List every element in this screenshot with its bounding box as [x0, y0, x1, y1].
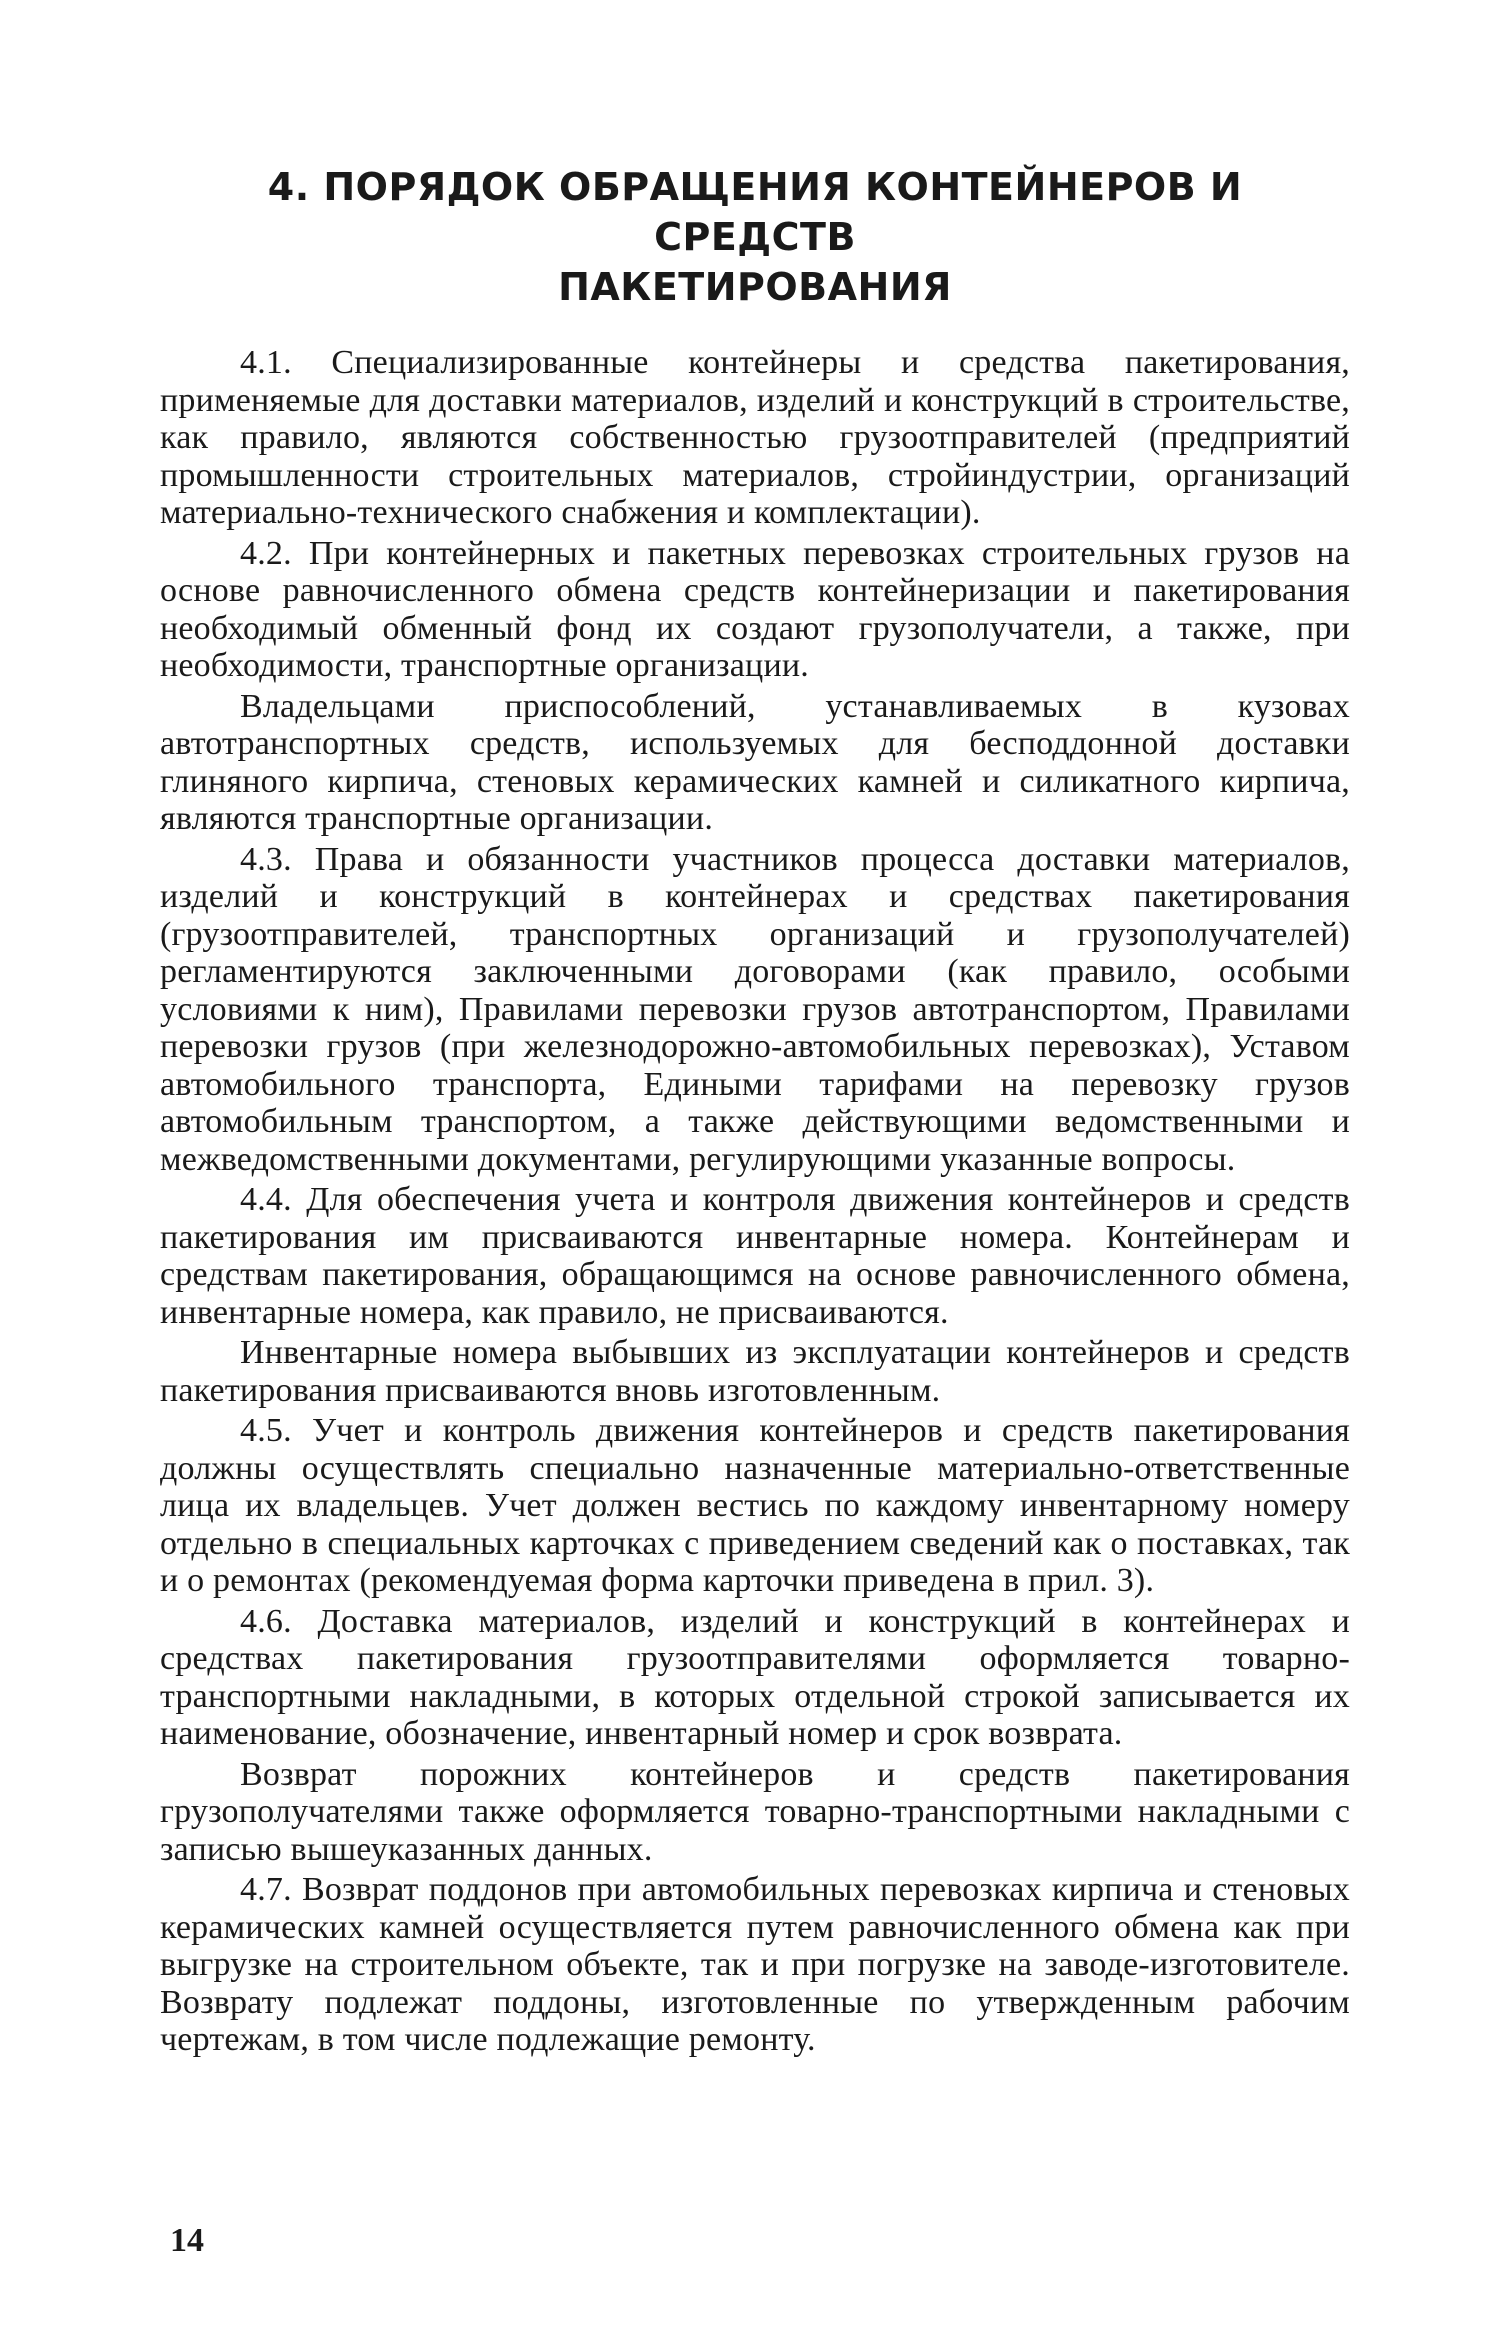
paragraph-number: 4.7.	[240, 1871, 292, 1908]
paragraph-text: Специализированные контейнеры и средства пакетирования, применяемые для доставки материалов, изделий и конструкций в строительстве, как правило, являются собственностью грузоотправителей (предприятий промышленности строительных материалов, стройиндустрии, организаций материально-технического снабжения и комплектации).	[160, 344, 1350, 531]
section-heading-line-2: ПАКЕТИРОВАНИЯ	[558, 265, 952, 309]
paragraph-text: При контейнерных и пакетных перевозках строительных грузов на основе равночисленного обмена средств контейнеризации и пакетирования необходимый обменный фонд их создают грузополучатели, а также, при необходимости, транспортные организации.	[160, 534, 1350, 684]
paragraph-text: Доставка материалов, изделий и конструкций в контейнерах и средствах пакетирования грузоотправителями оформляется товарно-транспортными накладными, в которых отдельной строкой записывается их наименование, обозначение, инвентарный номер и срок возврата.	[160, 1602, 1350, 1752]
paragraph-4-6-return	[160, 1756, 1350, 1869]
paragraph-4-1	[160, 344, 1350, 532]
paragraph-4-2-owners	[160, 688, 1350, 838]
paragraph-number: 4.5.	[240, 1412, 292, 1449]
document-page	[160, 150, 1350, 2300]
paragraph-number: 4.6.	[240, 1602, 292, 1640]
paragraph-number: 4.2.	[240, 534, 292, 572]
section-heading-line-1: 4. ПОРЯДОК ОБРАЩЕНИЯ КОНТЕЙНЕРОВ И СРЕДСТВ	[267, 165, 1243, 259]
paragraph-4-7	[160, 1871, 1350, 2059]
paragraph-number: 4.1.	[240, 344, 292, 381]
paragraph-number: 4.3.	[240, 840, 292, 878]
paragraph-4-6	[160, 1603, 1350, 1753]
paragraph-4-4-inventory	[160, 1334, 1350, 1409]
paragraph-text: Возврат поддонов при автомобильных перевозках кирпича и стеновых керамических камней осуществляется путем равночисленного обмена как при выгрузке на строительном объекте, так и при погрузке на заводе-изготовителе. Возврату подлежат поддоны, изготовленные по утвержденным рабочим чертежам, в том числе подлежащие ремонту.	[160, 1871, 1350, 2058]
page-number: 14	[170, 2222, 204, 2259]
paragraph-4-5	[160, 1412, 1350, 1600]
paragraph-text: Возврат порожних контейнеров и средств пакетирования грузополучателями также оформляется товарно-транспортными накладными с записью вышеуказанных данных.	[160, 1755, 1350, 1868]
paragraph-4-4	[160, 1181, 1350, 1331]
paragraph-text: Учет и контроль движения контейнеров и средств пакетирования должны осуществлять специально назначенные материально-ответственные лица их владельцев. Учет должен вестись по каждому инвентарному номеру отдельно в специальных карточках с приведением сведений как о поставках, так и о ремонтах (рекомендуемая форма карточки приведена в прил. 3).	[160, 1412, 1350, 1599]
paragraph-text: Владельцами приспособлений, устанавливаемых в кузовах автотранспортных средств, используемых для бесподдонной доставки глиняного кирпича, стеновых керамических камней и силикатного кирпича, являются транспортные организации.	[160, 687, 1350, 837]
body-text	[160, 344, 1350, 2059]
paragraph-text: Для обеспечения учета и контроля движения контейнеров и средств пакетирования им присваиваются инвентарные номера. Контейнерам и средствам пакетирования, обращающимся на основе равночисленного обмена, инвентарные номера, как правило, не присваиваются.	[160, 1181, 1350, 1331]
paragraph-text: Права и обязанности участников процесса доставки материалов, изделий и конструкций в контейнерах и средствах пакетирования (грузоотправителей, транспортных организаций и грузополучателей) регламентируются заключенными договорами (как правило, особыми условиями к ним), Правилами перевозки грузов автотранспортом, Правилами перевозки грузов (при железнодорожно-автомобильных перевозках), Уставом автомобильного транспорта, Едиными тарифами на перевозку грузов автомобильным транспортом, а также действующими ведомственными и межведомственными документами, регулирующими указанные вопросы.	[160, 840, 1350, 1178]
paragraph-4-2	[160, 535, 1350, 685]
paragraph-4-3	[160, 841, 1350, 1179]
paragraph-number: 4.4.	[240, 1181, 292, 1218]
paragraph-text: Инвентарные номера выбывших из эксплуатации контейнеров и средств пакетирования присваиваются вновь изготовленным.	[160, 1334, 1350, 1409]
section-heading	[160, 162, 1350, 312]
